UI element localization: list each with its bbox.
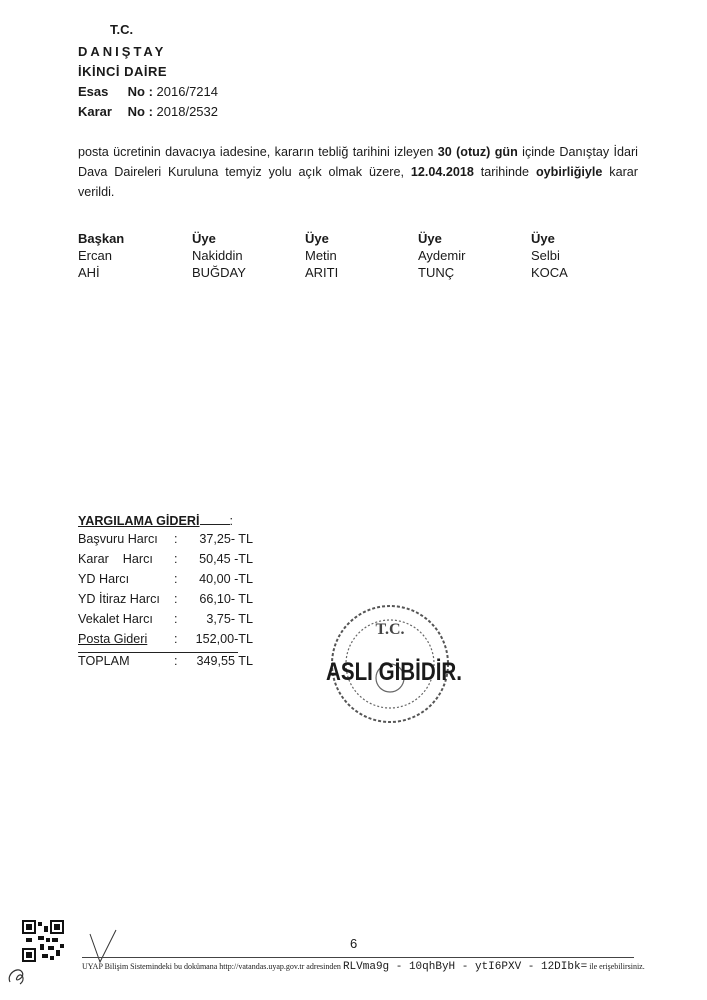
signer-member-4: [531, 230, 641, 281]
signer-role: Başkan: [78, 231, 125, 246]
official-stamp: [318, 600, 468, 730]
decision-period: 30 (otuz) gün: [437, 145, 518, 159]
page-number: 6: [350, 936, 358, 951]
stamp-top-text: T.C.: [375, 621, 405, 638]
signer-member-3: [418, 230, 528, 281]
cost-amount: 50,45 -TL: [199, 552, 253, 566]
cost-name: Posta Gideri: [78, 632, 148, 646]
footer-suffix: ile erişebilirsiniz.: [589, 962, 645, 971]
cost-amount: 40,00 -TL: [199, 572, 253, 586]
cost-colon: :: [174, 654, 178, 668]
stamp-seal-icon: [318, 600, 468, 730]
signer-member-2: [305, 230, 415, 281]
signer-role: Üye: [305, 231, 329, 246]
signer-president: [78, 230, 188, 281]
signer-role: Üye: [192, 231, 216, 246]
signer-first-name: Metin: [305, 248, 337, 263]
footer-uyap-note: [82, 961, 645, 973]
cost-name: YD İtiraz Harcı: [78, 592, 160, 606]
signer-first-name: Nakiddin: [192, 248, 243, 263]
cost-name: Vekalet Harcı: [78, 612, 153, 626]
cost-colon: :: [174, 592, 178, 606]
decision-text-1: posta ücretinin davacıya iadesine, kararın tebliğ tarihini izleyen: [78, 145, 438, 159]
header-court: DANIŞTAY: [78, 44, 167, 59]
cost-colon: :: [174, 572, 178, 586]
cost-colon: :: [174, 632, 178, 646]
signer-last-name: AHİ: [78, 265, 100, 280]
footer-prefix: UYAP Bilişim Sistemindeki bu dokümana http://vatandas.uyap.gov.tr adresinden: [82, 962, 341, 971]
initials-mark-icon: [4, 962, 30, 988]
cost-name: Başvuru Harcı: [78, 532, 158, 546]
signer-last-name: KOCA: [531, 265, 568, 280]
karar-label: Karar: [78, 104, 112, 119]
karar-no-label: No :: [127, 104, 153, 119]
esas-line: [78, 84, 218, 99]
cost-amount: 152,00-TL: [195, 632, 253, 646]
stamp-overprint-text: ASLI GİBİDİR.: [326, 658, 462, 686]
signer-role: Üye: [418, 231, 442, 246]
decision-text-3: tarihinde: [473, 165, 536, 179]
signer-last-name: ARITI: [305, 265, 339, 280]
cost-row: [78, 632, 253, 653]
cost-amount: 37,25- TL: [199, 532, 253, 546]
header-chamber: İKİNCİ DAİRE: [78, 64, 168, 79]
esas-number: 2016/7214: [156, 84, 218, 99]
cost-amount: 66,10- TL: [199, 592, 253, 606]
cost-amount: 349,55 TL: [196, 654, 253, 668]
costs-heading: [78, 512, 233, 532]
qr-code-icon: [22, 920, 64, 962]
signer-first-name: Ercan: [78, 248, 112, 263]
cost-name: YD Harcı: [78, 572, 130, 586]
costs-title: YARGILAMA GİDERİ: [78, 514, 200, 528]
signer-first-name: Aydemir: [418, 248, 466, 263]
esas-label: Esas: [78, 84, 109, 99]
decision-text-4: karar verildi.: [78, 165, 638, 199]
esas-no-label: No :: [127, 84, 153, 99]
signer-member-1: [192, 230, 302, 281]
costs-title-colon: :: [229, 514, 234, 528]
cost-colon: :: [174, 612, 178, 626]
cost-amount: 3,75- TL: [206, 612, 253, 626]
footer-access-code: RLVma9g - 10qhByH - ytI6PXV - 12DIbk=: [342, 961, 588, 973]
karar-line: [78, 104, 218, 119]
cost-name: Karar Harcı: [78, 552, 153, 566]
karar-number: 2018/2532: [156, 104, 218, 119]
decision-unanimity: oybirliğiyle: [535, 165, 603, 179]
decision-text-2: içinde Danıştay İdari Dava Daireleri Kuruluna temyiz yolu açık olmak üzere,: [78, 145, 638, 179]
decision-date: 12.04.2018: [410, 165, 474, 179]
costs-block: [78, 512, 253, 682]
cost-name: TOPLAM: [78, 654, 130, 668]
footer-divider: [82, 957, 634, 958]
signer-role: Üye: [531, 231, 555, 246]
signer-first-name: Selbi: [531, 248, 560, 263]
signer-last-name: BUĞDAY: [192, 265, 246, 280]
signer-last-name: TUNÇ: [418, 265, 455, 280]
cost-colon: :: [174, 532, 178, 546]
header-country: T.C.: [110, 22, 134, 37]
cost-colon: :: [174, 552, 178, 566]
decision-paragraph: [78, 142, 638, 202]
